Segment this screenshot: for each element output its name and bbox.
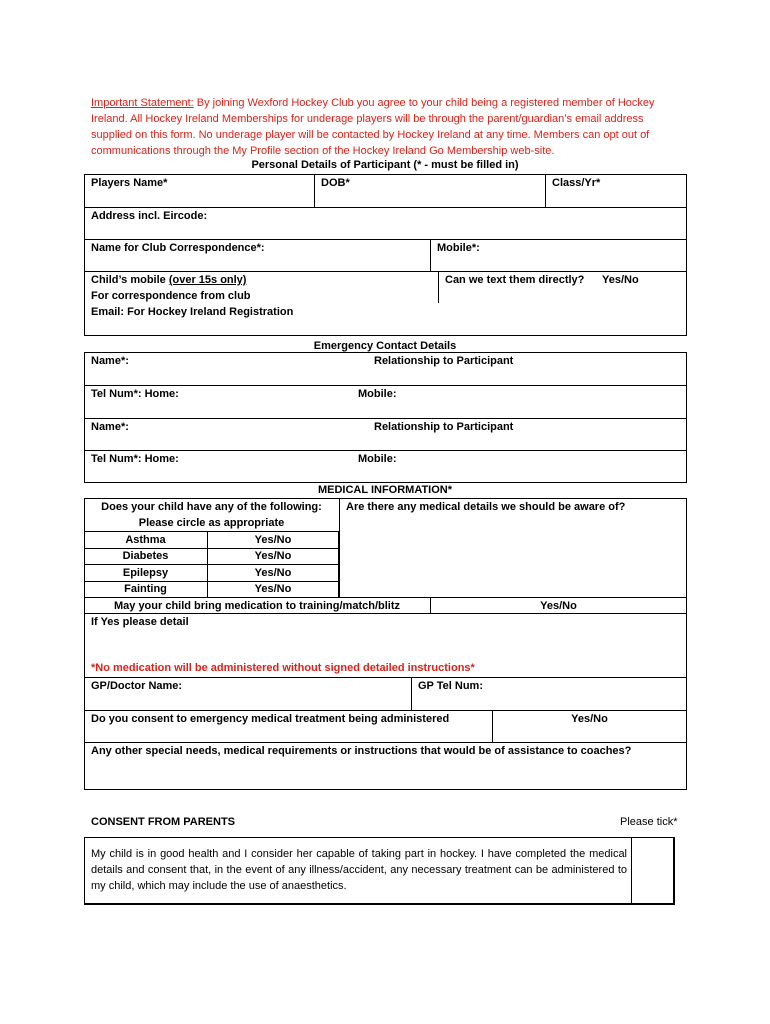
- text-directly-yes-no[interactable]: Yes/No: [602, 274, 639, 286]
- consent-treatment-yes-no[interactable]: Yes/No: [571, 713, 608, 725]
- important-statement-label: Important Statement:: [91, 97, 194, 109]
- gp-tel-field[interactable]: GP Tel Num:: [418, 680, 483, 692]
- special-needs-field[interactable]: Any other special needs, medical requirements or instructions that would be of assistance to coaches?: [91, 745, 632, 757]
- emergency-contact-heading: Emergency Contact Details: [313, 340, 457, 352]
- emergency-relationship-2[interactable]: Relationship to Participant: [374, 421, 514, 433]
- condition-fainting: Fainting: [124, 583, 167, 595]
- medication-question: May your child bring medication to training/match/blitz: [113, 600, 401, 612]
- please-tick-label: Please tick*: [620, 816, 678, 828]
- consent-heading: CONSENT FROM PARENTS: [91, 816, 236, 828]
- emergency-tel-home-2[interactable]: Tel Num*: Home:: [91, 453, 179, 465]
- club-correspondence-name-field[interactable]: Name for Club Correspondence*:: [91, 242, 265, 254]
- consent-tick-box[interactable]: [633, 838, 673, 903]
- medical-information-heading: MEDICAL INFORMATION*: [317, 484, 453, 496]
- personal-details-heading: Personal Details of Participant (* - must be filled in): [251, 159, 519, 171]
- child-mobile-field[interactable]: [91, 274, 246, 287]
- correspondence-note: For correspondence from club: [91, 290, 251, 302]
- condition-diabetes-yes-no[interactable]: Yes/No: [254, 550, 292, 562]
- condition-diabetes: Diabetes: [122, 550, 169, 562]
- emergency-mobile-1[interactable]: Mobile:: [358, 388, 397, 400]
- condition-asthma: Asthma: [125, 534, 166, 546]
- child-mobile-label: Child’s mobile: [91, 274, 169, 286]
- address-field[interactable]: Address incl. Eircode:: [91, 210, 208, 222]
- players-name-field[interactable]: Players Name*: [91, 177, 168, 189]
- text-directly-question: Can we text them directly?: [445, 274, 585, 286]
- condition-fainting-yes-no[interactable]: Yes/No: [254, 583, 292, 595]
- emergency-name-1[interactable]: Name*:: [91, 355, 129, 367]
- condition-epilepsy-yes-no[interactable]: Yes/No: [254, 567, 292, 579]
- medication-yes-no[interactable]: Yes/No: [540, 600, 577, 612]
- consent-statement: My child is in good health and I consider her capable of taking part in hockey. I have completed the medical details and consent that, in the event of any illness/accident, any necessary treatment can be administered to my child, which may include the use of anaesthetics.: [91, 848, 627, 892]
- mobile-field[interactable]: Mobile*:: [437, 242, 480, 254]
- dob-field[interactable]: DOB*: [321, 177, 350, 189]
- important-statement-text: By joining Wexford Hockey Club you agree to your child being a registered member of Hockey Ireland. All Hockey Ireland Memberships for underage players will be through the parent/guardian’s email address supplied on this form. No underage player will be contacted by Hockey Ireland at any time. Members can opt out of communications through the My Profile section of the Hockey Ireland Go Membership web-site.: [91, 97, 655, 157]
- class-year-field[interactable]: Class/Yr*: [552, 177, 601, 189]
- email-field[interactable]: Email: For Hockey Ireland Registration: [91, 306, 294, 318]
- circle-instruction: Please circle as appropriate: [138, 517, 285, 529]
- condition-epilepsy: Epilepsy: [122, 567, 169, 579]
- medical-details-question[interactable]: Are there any medical details we should be aware of?: [346, 501, 626, 513]
- condition-asthma-yes-no[interactable]: Yes/No: [254, 534, 292, 546]
- conditions-question: Does your child have any of the following:: [101, 501, 322, 513]
- over-15s-note: (over 15s only): [168, 274, 247, 286]
- important-statement: [91, 95, 681, 159]
- medication-detail-field[interactable]: If Yes please detail: [91, 616, 189, 628]
- emergency-name-2[interactable]: Name*:: [91, 421, 129, 433]
- consent-treatment-question: Do you consent to emergency medical treatment being administered: [91, 713, 450, 725]
- emergency-relationship-1[interactable]: Relationship to Participant: [374, 355, 514, 367]
- medication-warning: *No medication will be administered without signed detailed instructions*: [91, 662, 475, 674]
- emergency-mobile-2[interactable]: Mobile:: [358, 453, 397, 465]
- emergency-tel-home-1[interactable]: Tel Num*: Home:: [91, 388, 179, 400]
- gp-name-field[interactable]: GP/Doctor Name:: [91, 680, 183, 692]
